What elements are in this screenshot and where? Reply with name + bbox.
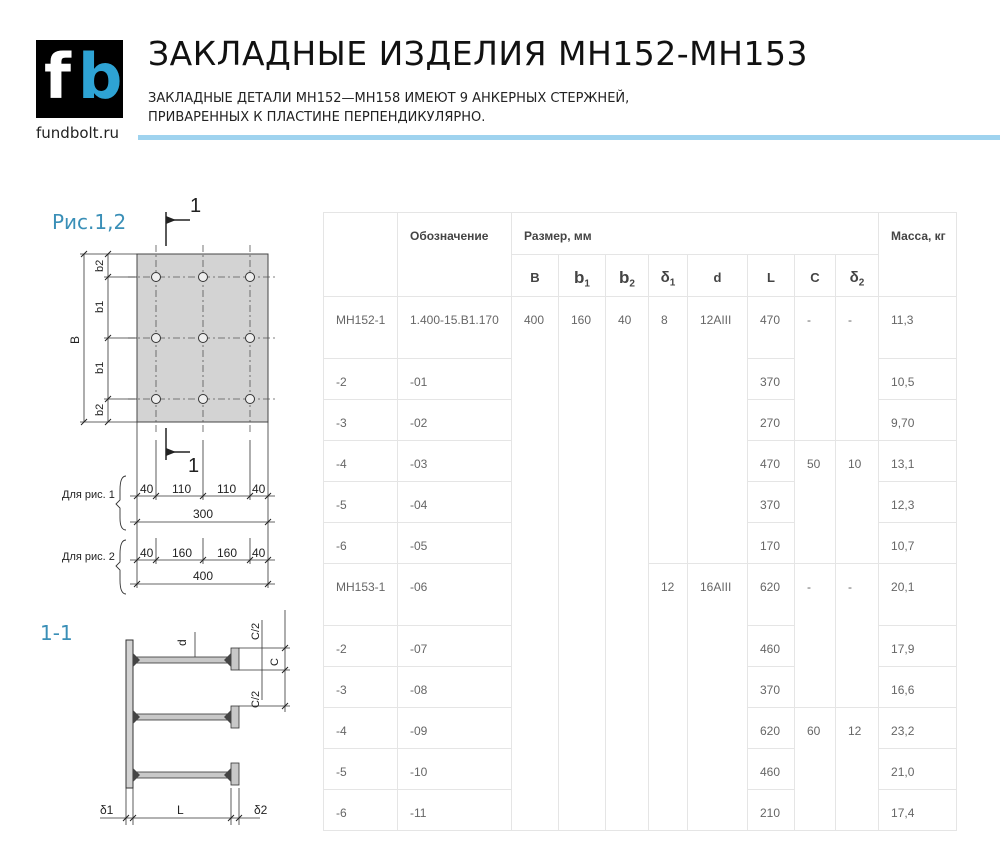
logo-letter-b: b	[78, 40, 123, 113]
fig1-dim-2: 110	[172, 482, 192, 496]
cell-designation: -01	[398, 359, 512, 400]
cell-mark: -2	[324, 626, 398, 667]
header-b1: $b_1$	[559, 255, 606, 297]
cell-mark: -3	[324, 400, 398, 441]
dim-b1-upper: b1	[94, 300, 106, 313]
cell-mark: -4	[324, 441, 398, 482]
page-title: ЗАКЛАДНЫЕ ИЗДЕЛИЯ МН152-МН153	[148, 34, 808, 73]
cut-mark-bottom: 1	[188, 455, 200, 477]
header-B: B	[512, 255, 559, 297]
fig1-dim-4: 40	[252, 482, 266, 496]
fig1-dim-1: 40	[140, 482, 154, 496]
cell-mass: 20,1	[879, 564, 957, 626]
header-designation: Обозначение	[398, 213, 512, 297]
cell-C: -	[795, 564, 836, 708]
cut-mark-top: 1	[190, 195, 202, 217]
cell-C: -	[795, 297, 836, 441]
cell-B: 400	[512, 297, 559, 831]
cell-L: 460	[748, 749, 795, 790]
dim-b1-lower: b1	[94, 361, 106, 374]
cell-mass: 9,70	[879, 400, 957, 441]
cell-designation: -04	[398, 482, 512, 523]
cell-L: 370	[748, 482, 795, 523]
cell-designation: -06	[398, 564, 512, 626]
cell-delta2: -	[836, 297, 879, 441]
header-delta2: $\delta_2$	[836, 255, 879, 297]
cell-L: 210	[748, 790, 795, 831]
header-L: L	[748, 255, 795, 297]
cell-L: 370	[748, 667, 795, 708]
cell-L: 470	[748, 441, 795, 482]
cell-L: 270	[748, 400, 795, 441]
dim-b2-bottom: b2	[94, 403, 106, 416]
cell-mark: -5	[324, 749, 398, 790]
header-b2: $b_2$	[606, 255, 649, 297]
cell-mark: -3	[324, 667, 398, 708]
dim-c: C	[269, 658, 281, 666]
cell-L: 620	[748, 708, 795, 749]
header-size: Размер, мм	[512, 213, 879, 255]
for-fig1-label: Для рис. 1	[62, 489, 115, 501]
fig2-total: 400	[193, 569, 214, 583]
fig2-dim-3: 160	[217, 546, 238, 560]
cell-mass: 13,1	[879, 441, 957, 482]
cell-delta2: -	[836, 564, 879, 708]
cell-delta2: 10	[836, 441, 879, 564]
header-divider	[138, 135, 1000, 140]
cell-designation: -11	[398, 790, 512, 831]
cell-mark: МН153-1	[324, 564, 398, 626]
fig1-dim-3: 110	[217, 482, 237, 496]
cell-mass: 23,2	[879, 708, 957, 749]
cell-designation: -08	[398, 667, 512, 708]
anchor-rods	[133, 648, 239, 785]
fig2-dim-1: 40	[140, 546, 154, 560]
header-mark	[324, 213, 398, 297]
dim-B: B	[68, 335, 82, 344]
header-mass: Масса, кг	[879, 213, 957, 297]
dim-c-half-top: C/2	[250, 622, 262, 640]
cell-d: 12АIII	[688, 297, 748, 564]
section-label: 1-1	[40, 621, 73, 645]
cell-L: 470	[748, 297, 795, 359]
cell-designation: 1.400-15.В1.170	[398, 297, 512, 359]
figure-label: Рис.1,2	[52, 210, 127, 234]
cell-designation: -10	[398, 749, 512, 790]
section-plate	[126, 640, 133, 788]
cell-L: 370	[748, 359, 795, 400]
dim-d: d	[175, 639, 189, 646]
header-d: d	[688, 255, 748, 297]
technical-drawing	[0, 180, 320, 840]
dim-delta1: δ1	[100, 803, 114, 817]
cell-mark: МН152-1	[324, 297, 398, 359]
fig1-total: 300	[193, 507, 214, 521]
fig2-dim-4: 40	[252, 546, 266, 560]
header-row	[324, 213, 957, 255]
cell-C: 60	[795, 708, 836, 831]
cell-designation: -05	[398, 523, 512, 564]
cell-mark: -6	[324, 790, 398, 831]
cell-delta1: 8	[649, 297, 688, 564]
cell-mass: 10,7	[879, 523, 957, 564]
table-row	[324, 297, 957, 359]
cell-mark: -6	[324, 523, 398, 564]
cell-mass: 12,3	[879, 482, 957, 523]
cell-mass: 21,0	[879, 749, 957, 790]
page-subtitle: ЗАКЛАДНЫЕ ДЕТАЛИ МН152—МН158 ИМЕЮТ 9 АНКЕРНЫХ СТЕРЖНЕЙ, ПРИВАРЕННЫХ К ПЛАСТИНЕ ПЕРПЕНДИКУЛЯРНО.	[148, 91, 630, 125]
site-name[interactable]: fundbolt.ru	[36, 124, 120, 142]
cell-designation: -07	[398, 626, 512, 667]
cell-L: 460	[748, 626, 795, 667]
cell-b1: 160	[559, 297, 606, 831]
cell-designation: -03	[398, 441, 512, 482]
cell-b2: 40	[606, 297, 649, 831]
cell-mark: -5	[324, 482, 398, 523]
header-C: C	[795, 255, 836, 297]
cell-delta2: 12	[836, 708, 879, 831]
cell-d: 16АIII	[688, 564, 748, 831]
cell-L: 170	[748, 523, 795, 564]
cell-mass: 10,5	[879, 359, 957, 400]
dim-L: L	[177, 803, 184, 817]
logo-letter-f: f	[44, 40, 71, 113]
cell-C: 50	[795, 441, 836, 564]
fig2-dim-2: 160	[172, 546, 193, 560]
cell-mass: 11,3	[879, 297, 957, 359]
cell-mass: 16,6	[879, 667, 957, 708]
cell-mass: 17,4	[879, 790, 957, 831]
cell-designation: -09	[398, 708, 512, 749]
dim-delta2: δ2	[254, 803, 268, 817]
for-fig2-label: Для рис. 2	[62, 551, 115, 563]
cell-designation: -02	[398, 400, 512, 441]
cell-delta1: 12	[649, 564, 688, 831]
cell-mass: 17,9	[879, 626, 957, 667]
cell-mark: -2	[324, 359, 398, 400]
spec-table	[323, 212, 957, 831]
header-delta1: $\delta_1$	[649, 255, 688, 297]
cell-mark: -4	[324, 708, 398, 749]
cell-L: 620	[748, 564, 795, 626]
dim-b2-top: b2	[94, 259, 106, 272]
dim-c-half-bottom: C/2	[250, 690, 262, 708]
